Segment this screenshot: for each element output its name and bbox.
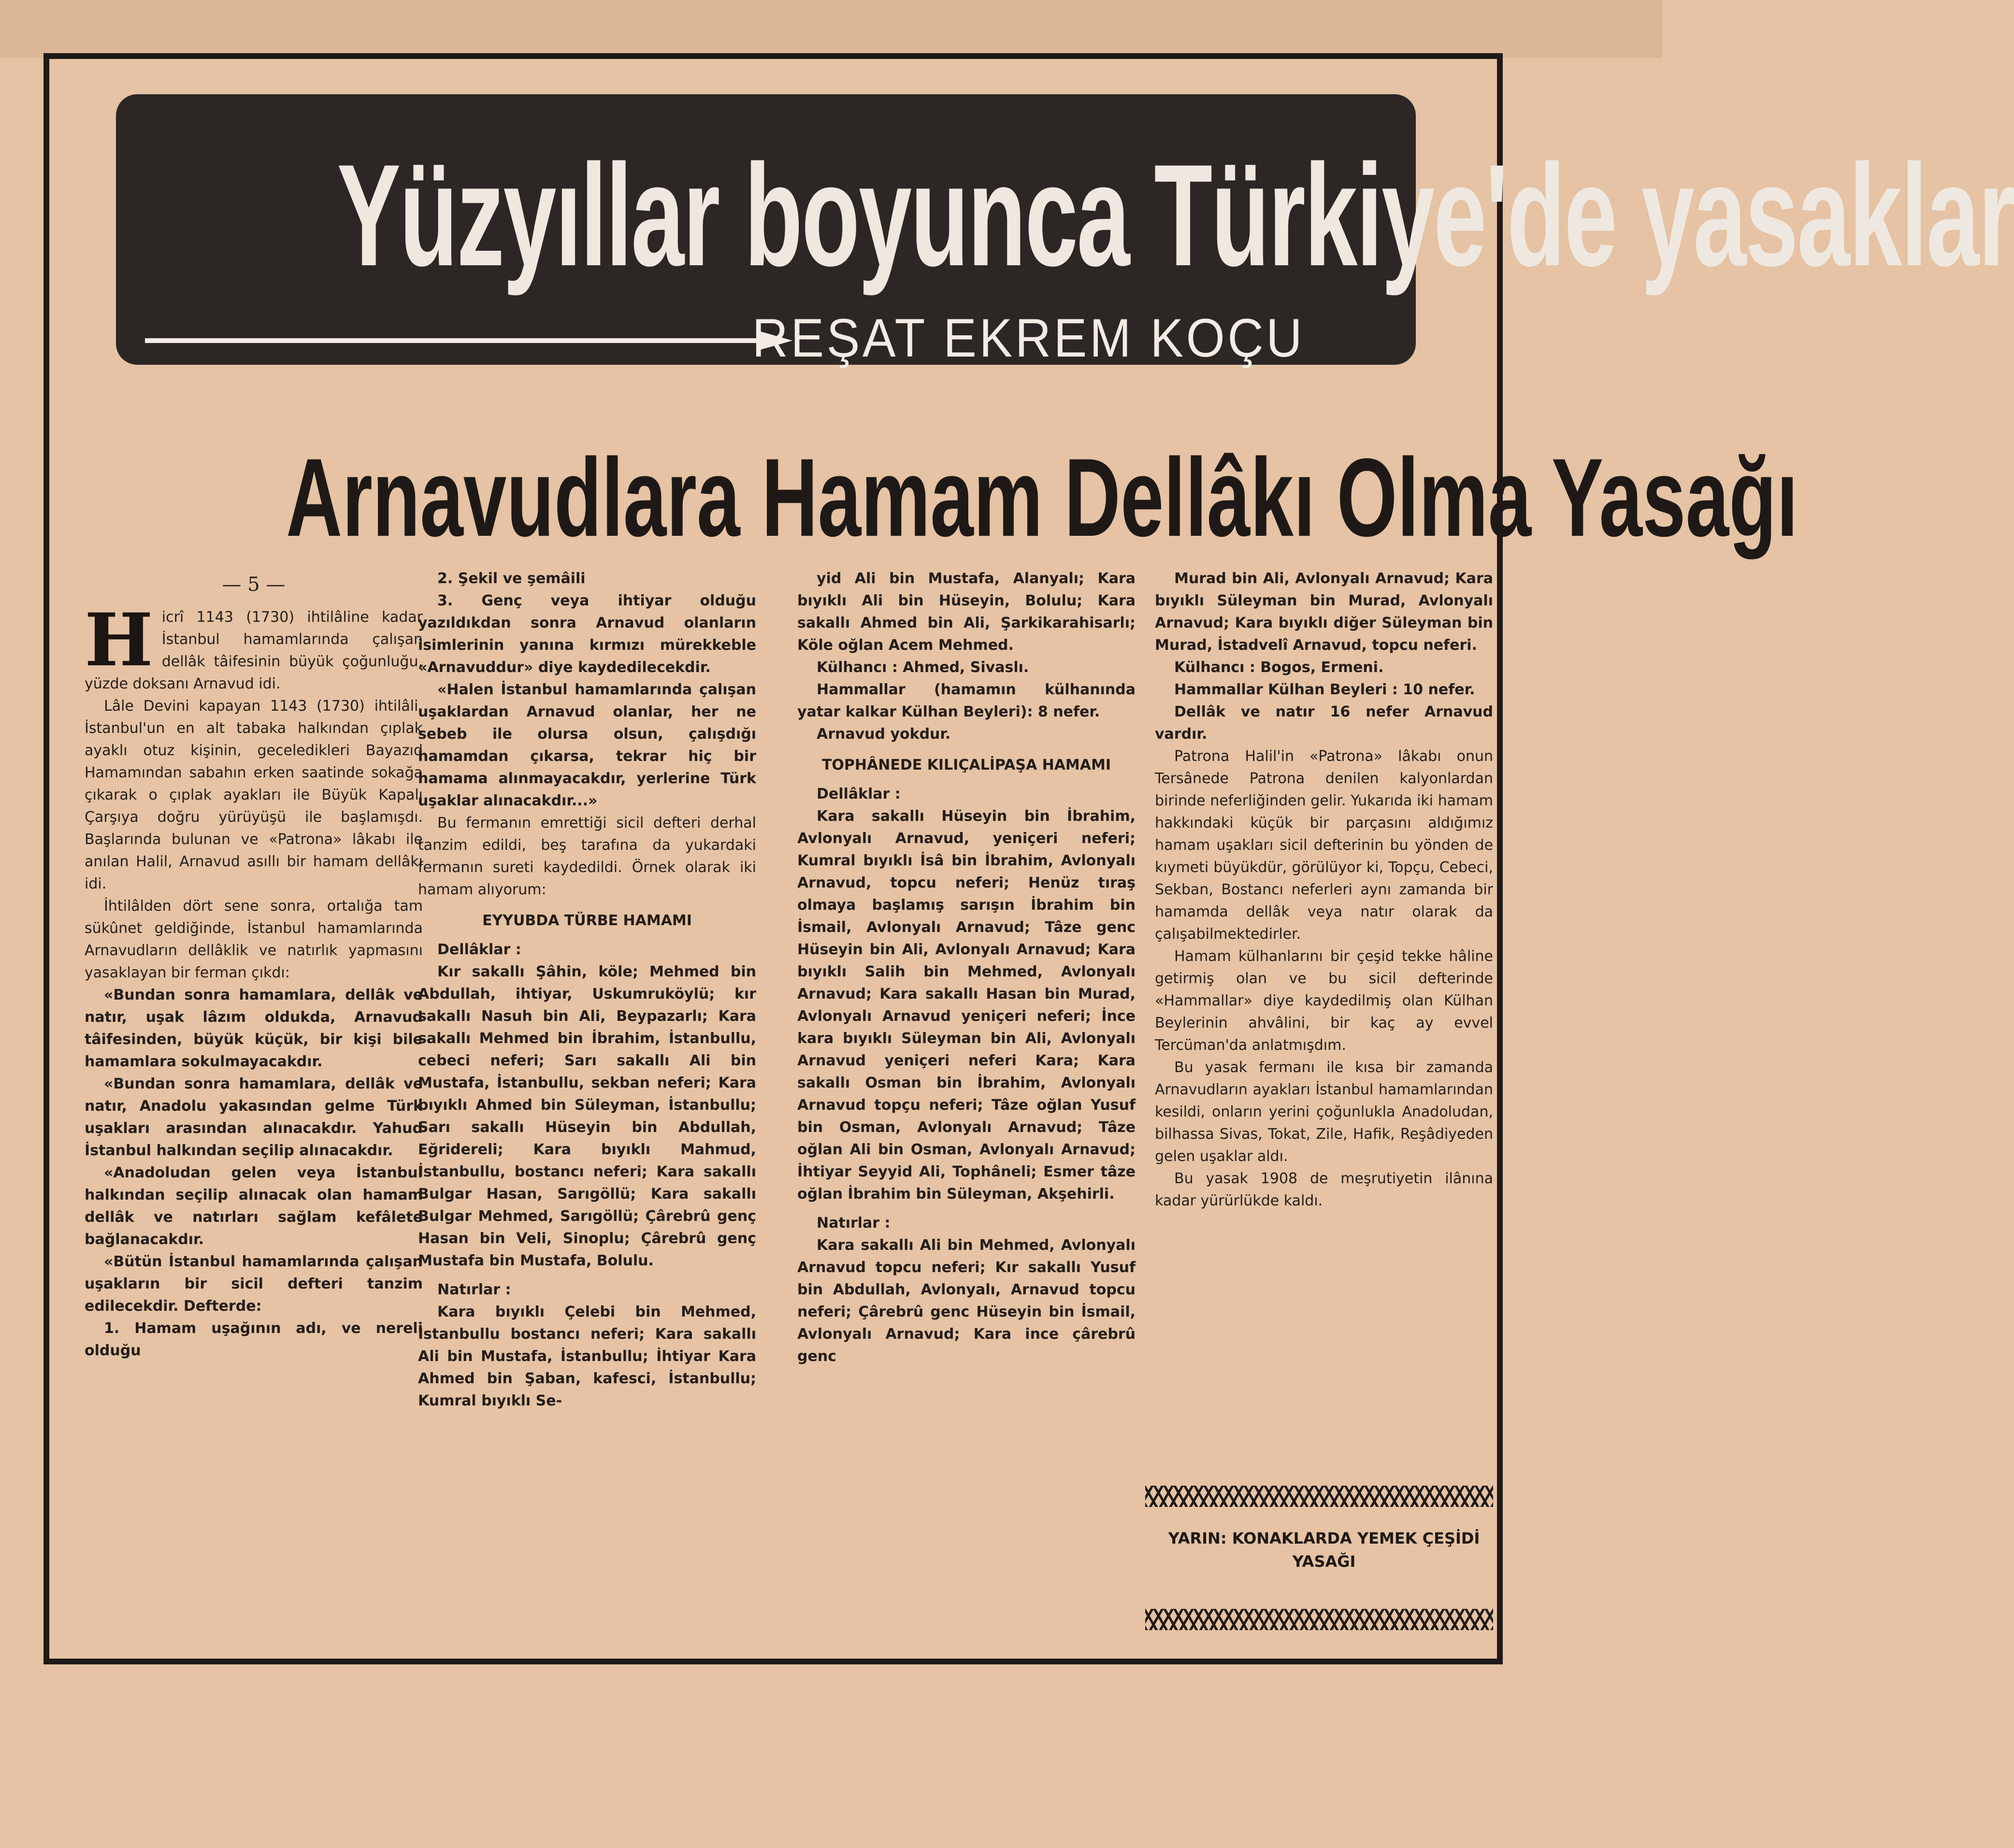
decree-paragraph: «Anadoludan gelen veya İstanbul halkından seçilip alınacak olan hamam dellâk ve natırları sağlam kefâlete bağlanacakdır. [85, 1164, 423, 1248]
subheading: Natırlar : [817, 1215, 891, 1232]
paragraph-text: icrî 1143 (1730) ihtilâline kadar İstanbul hamamlarında çalışan dellâk tâifesinin büyük çoğunluğu, yüzde doksanı Arnavud idi. [85, 609, 423, 692]
register-list: Kara sakallı Hüseyin bin İbrahim, Avlonyalı Arnavud, yeniçeri neferi; Kumral bıyıklı İsâ bin İbrahim, Avlonyalı Arnavud, topcu neferi; Henüz tıraş olmaya başlamış sarışın İbrahim bin İsmail, Avlonyalı Arnavud; Tâze genc Hüseyin bin Ali, Avlonyalı Arnavud; Kara bıyıklı Salih bin Mehmed, Avlonyalı Arnavud; Kara sakallı Hasan bin Murad, Avlonyalı Arnavud yeniçeri neferi; İnce kara bıyıklı Süleyman bin Ali, Avlonyalı Arnavud yeniçeri neferi Kara; Kara sakallı Osman bin İbrahim, Avlonyalı Arnavud topçu neferi; Tâze oğlan Yusuf bin Osman, Avlonyalı Arnavud; Tâze oğlan Ali bin Osman, Avlonyalı Arnavud; İhtiyar Seyyid Ali, Tophâneli; Esmer tâze oğlan İbrahim bin Süleyman, Akşehirli. [797, 808, 1136, 1203]
register-line: Hammallar Külhan Beyleri : 10 nefer. [1174, 681, 1475, 698]
article-column-4 [1155, 568, 1493, 1212]
section-heading: EYYUBDA TÜRBE HAMAMI [482, 912, 692, 929]
paragraph: Hamam külhanlarını bir çeşid tekke hâline getirmiş olan ve bu sicil defterinde «Hammallar» diye kaydedilmiş olan Külhan Beylerinin ahvâlini, bir kaç ay evvel Tercüman'da anlatmışdım. [1155, 948, 1493, 1054]
register-list: Kara bıyıklı Çelebi bin Mehmed, İstanbullu bostancı neferi; Kara sakallı Ali bin Mustafa, İstanbullu; İhtiyar Kara Ahmed bin Şaban, kafesci, İstanbullu; Kumral bıyıklı Se- [418, 1304, 756, 1409]
zigzag-divider-bottom [1145, 1609, 1493, 1630]
register-line: Külhancı : Bogos, Ermeni. [1174, 659, 1384, 676]
series-banner [116, 94, 2014, 368]
article-headline: Arnavudlara Hamam Dellâkı Olma Yasağı [286, 435, 1798, 559]
paragraph: Patrona Halil'in «Patrona» lâkabı onun Tersânede Patrona denilen kalyonlardan birinde neferliğinden gelir. Yukarıda iki hamam hakkındaki küçük bir parçasını aldığımız hamam uşakları sicil defterinin bu yönden de kıymeti büyükdür, görülüyor ki, Topçu, Cebeci, Sekban, Bostancı neferleri aynı zamanda bir hamamda dellâk veya natır olarak da çalışabilmektedirler. [1155, 748, 1493, 943]
article-column-3 [797, 568, 1136, 1368]
register-list: yid Ali bin Mustafa, Alanyalı; Kara bıyıklı Ali bin Hüseyin, Bolulu; Kara sakallı Ahmed bin Ali, Şarkikarahisarlı; Köle oğlan Acem Mehmed. [797, 570, 1136, 654]
zigzag-divider-top [1145, 1486, 1493, 1507]
subheading: Natırlar : [437, 1281, 511, 1298]
decree-paragraph: «Bütün İstanbul hamamlarında çalışan uşakların bir sicil defteri tanzim edilecekdir. Defterde: [85, 1253, 423, 1315]
register-list: Kır sakallı Şâhin, köle; Mehmed bin Abdullah, ihtiyar, Uskumruköylü; kır sakallı Nasuh bin Ali, Beypazarlı; Kara sakallı Mehmed bin İbrahim, İstanbullu, cebeci neferi; Sarı sakallı Ali bin Mustafa, İstanbullu, sekban neferi; Kara bıyıklı Ahmed bin Süleyman, İstanbullu; Sarı sakallı Hüseyin bin Abdullah, Eğridereli; Kara bıyıklı Mahmud, İstanbullu, bostancı neferi; Kara sakallı Bulgar Hasan, Sarıgöllü; Kara sakallı Bulgar Mehmed, Sarıgöllü; Çârebrû genç Hasan bin Veli, Sinoplu; Çârebrû genç Mustafa bin Mustafa, Bolulu. [418, 963, 756, 1269]
next-episode-note: YARIN: KONAKLARDA YEMEK ÇEŞİDİ YASAĞI [1168, 1529, 1480, 1571]
paragraph: Bu yasak fermanı ile kısa bir zamanda Arnavudların ayakları İstanbul hamamlarından kesildi, onların yerini çoğunlukla Anadoludan, bilhassa Sivas, Tokat, Zile, Hafik, Reşâdiyeden gelen uşaklar aldı. [1155, 1059, 1493, 1165]
paper-edge [0, 0, 1662, 58]
paragraph [85, 598, 423, 695]
register-line: Dellâk ve natır 16 nefer Arnavud vardır. [1155, 703, 1493, 743]
arrow-line [145, 338, 773, 343]
series-title: Yüzyıllar boyunca Türkiye'de yasaklar [337, 134, 2014, 296]
decree-paragraph: «Halen İstanbul hamamlarında çalışan uşaklardan Arnavud olanlar, her ne sebeb ile olursa olsun, çalışdığı hamamdan çıkarsa, tekrar hiç bir hamama alınmayacakdır, yerlerine Türk uşaklar alınacakdır...» [418, 681, 756, 809]
dropcap: H [85, 598, 153, 683]
decree-paragraph: 3. Genç veya ihtiyar olduğu yazıldıkdan sonra Arnavud olanların isimlerinin yanına kırmızı mürekkeble «Arnavuddur» diye kaydedilecekdir. [418, 592, 756, 676]
subheading: Dellâklar : [817, 786, 901, 802]
section-number: — 5 — [222, 573, 286, 596]
article-column-2 [418, 568, 756, 1412]
paragraph: Bu yasak 1908 de meşrutiyetin ilânına kadar yürürlükde kaldı. [1155, 1170, 1493, 1209]
paragraph: Lâle Devini kapayan 1143 (1730) ihtilâli, İstanbul'un en alt tabaka halkından çıplak ayaklı otuz kişinin, geceledikleri Bayazıd Hamamından sabahın erken saatinde sokağa çıkarak o çıplak ayakları ile Büyük Kapalı Çarşıya doğru yürüyüşü ile başlamışdı. Başlarında bulunan ve «Patrona» lâkabı ile anılan Halil, Arnavud asıllı bir hamam dellâkı idi. [85, 698, 423, 892]
decree-paragraph: 2. Şekil ve şemâili [437, 570, 586, 587]
section-heading: TOPHÂNEDE KILIÇALİPAŞA HAMAMI [821, 757, 1111, 774]
paragraph: Bu fermanın emrettiği sicil defteri derhal tanzim edildi, beş tarafına da yukardaki fermanın sureti kaydedildi. Örnek olarak iki hamam alıyorum: [418, 815, 756, 898]
register-line: Arnavud yokdur. [817, 726, 951, 743]
decree-paragraph: 1. Hamam uşağının adı, ve nereli olduğu [85, 1320, 423, 1359]
register-list: Kara sakallı Ali bin Mehmed, Avlonyalı Arnavud topcu neferi; Kır sakallı Yusuf bin Abdullah, Avlonyalı, Arnavud topcu neferi; Çârebrû genc Hüseyin bin İsmail, Avlonyalı Arnavud; Kara ince çârebrû genc [797, 1237, 1136, 1365]
paragraph: İhtilâlden dört sene sonra, ortalığa tam sükûnet geldiğinde, İstanbul hamamlarında Arnavudların dellâklik ve natırlık yapmasını yasaklayan bir ferman çıkdı: [85, 898, 423, 981]
register-line: Külhancı : Ahmed, Sivaslı. [817, 659, 1029, 676]
register-list: Murad bin Ali, Avlonyalı Arnavud; Kara bıyıklı Süleyman bin Murad, Avlonyalı Arnavud; Kara bıyıklı diğer Süleyman bin Murad, İstadvelî Arnavud, topcu neferi. [1155, 570, 1493, 654]
register-line: Hammallar (hamamın külhanında yatar kalkar Külhan Beyleri): 8 nefer. [797, 681, 1136, 720]
decree-paragraph: «Bundan sonra hamamlara, dellâk ve natır, Anadolu yakasından gelme Türk uşakları arasından alınacakdır. Yahud İstanbul halkından seçilip alınacakdır. [85, 1075, 423, 1159]
author-name: REŞAT EKREM KOÇU [752, 308, 1305, 368]
decree-paragraph: «Bundan sonra hamamlara, dellâk ve natır, uşak lâzım oldukda, Arnavud tâifesinden, büyük küçük, bir kişi bile hamamlara sokulmayacakdır. [85, 987, 423, 1070]
subheading: Dellâklar : [437, 941, 521, 958]
article-column-1 [85, 568, 423, 1362]
